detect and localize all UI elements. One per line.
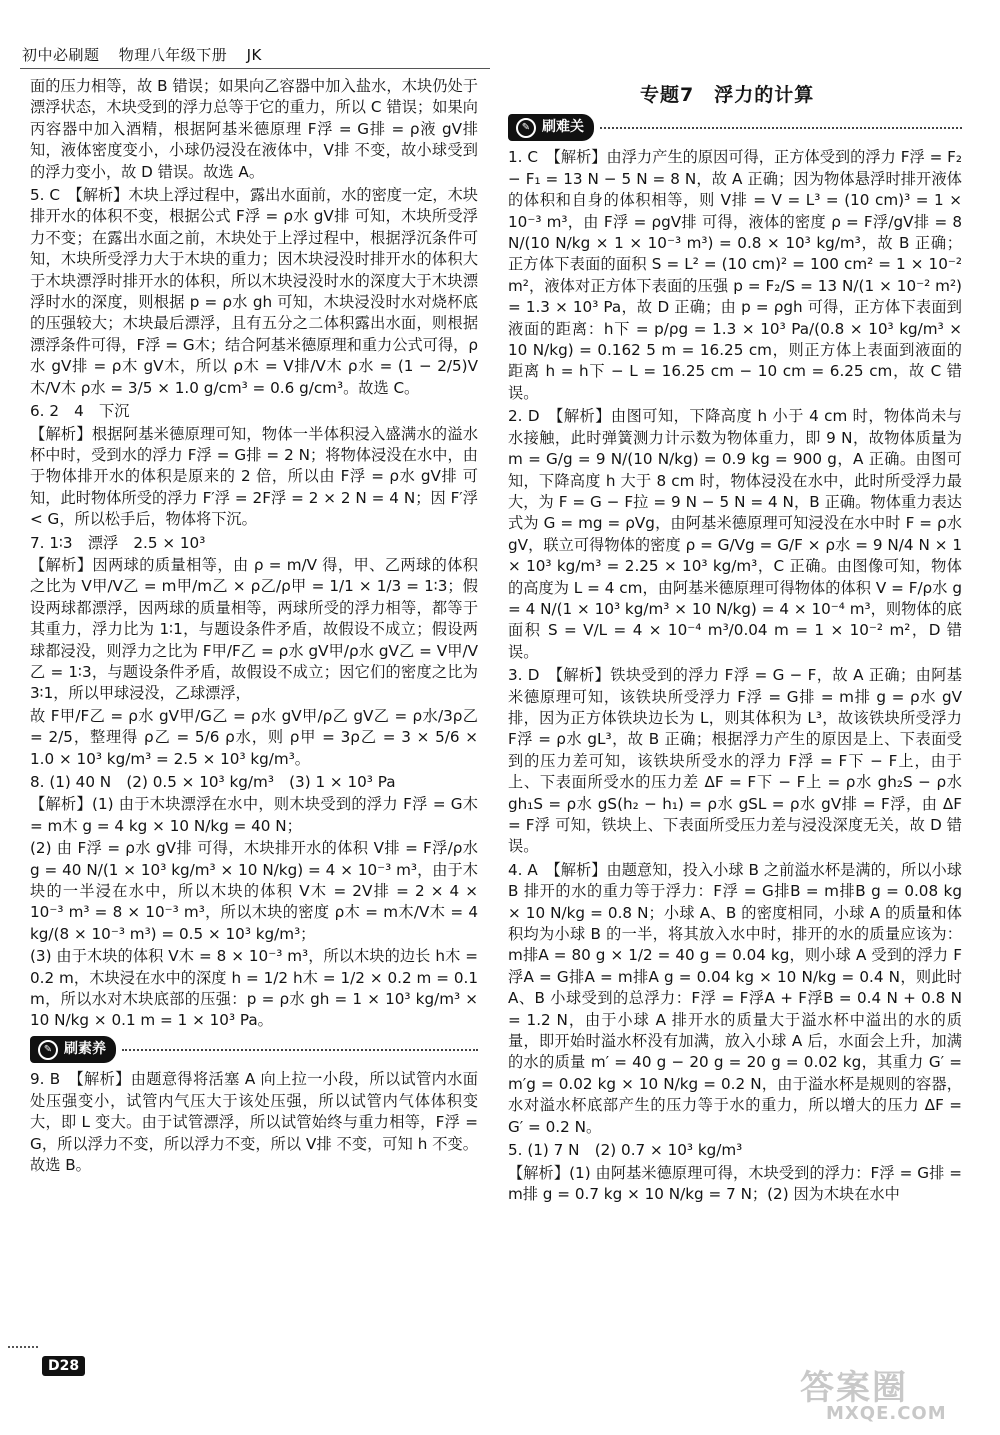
- topic-title: 专题7 浮力的计算: [640, 84, 815, 106]
- banner-literacy: [30, 1036, 478, 1063]
- right-column: [508, 110, 962, 1206]
- answer-r4: 4. A 【解析】由题意知，投入小球 B 之前溢水杯是满的，所以小球 B 排开的水的重力等于浮力：F浮 = G排B = m排B g = 0.08 kg × 10 N/kg = 0.8 N；小球 A、B 的密度相同，小球 A 的质量和体积均为小球 B 的一半，将其放入水中时，排开的水的质量应该为：m排A = 80 g × 1/2 = 40 g = 0.04 kg，则小球 A 受到的浮力 F浮A = G排A = m排A g = 0.04 kg × 10 N/kg = 0.4 N，则此时 A、B 小球受到的总浮力：F浮 = F浮A + F浮B = 0.4 N + 0.8 N = 1.2 N，由于小球 A 排开水的质量大于溢水杯中溢出的水的质量，即开始时溢水杯没有加满，放入小球 A 后，水面会上升，加满的水的质量 m′ = 40 g − 20 g = 20 g = 0.02 kg，其重力 G′ = m′g = 0.02 kg × 10 N/kg = 0.2 N，由于溢水杯是规则的容器，水对溢水杯底部产生的压力等于水的重力，所以增大的压力 ΔF = G′ = 0.2 N。: [508, 860, 962, 1136]
- analysis-8a: 【解析】(1) 由于木块漂浮在水中，则木块受到的浮力 F浮 = G木 = m木 g = 4 kg × 10 N/kg = 40 N；: [30, 795, 478, 835]
- left-column: [30, 76, 478, 1177]
- analysis-8b: (2) 由 F浮 = ρ水 gV排 可得，木块排开水的体积 V排 = F浮/ρ水 g = 40 N/(1 × 10³ kg/m³ × 10 N/kg) = 4 × 10⁻³ m³，由于木块的一半浸在水中，所以木块的体积 V木 = 2V排 = 2 × 4 × 10⁻³ m³ = 8 × 10⁻³ m³，所以木块的密度 ρ木 = m木/V木 = 4 kg/(8 × 10⁻³ m³) = 0.5 × 10³ kg/m³；: [30, 839, 478, 943]
- page-header: [22, 44, 276, 65]
- banner-dots: [600, 127, 962, 129]
- banner-hard: [508, 114, 962, 141]
- edition-label: JK: [246, 46, 262, 64]
- analysis-7b: 故 F甲/F乙 = ρ水 gV甲/G乙 = ρ水 gV甲/ρ乙 gV乙 = ρ水/3ρ乙 = 2/5，整理得 ρ乙 = 5/6 ρ水，则 ρ甲 = 3ρ乙 = 3 × 5/6 × 1.0 × 10³ kg/m³ = 2.5 × 10³ kg/m³。: [30, 706, 478, 768]
- answer-r2: 2. D 【解析】由图可知，下降高度 h 小于 4 cm 时，物体尚未与水接触，此时弹簧测力计示数为物体重力，即 9 N，故物体质量为 m = G/g = 9 N/(10 N/kg) = 0.9 kg = 900 g，A 正确。由图可知，下降高度 h 大于 8 cm 时，物体浸没在水中，此时所受浮力最大，为 F = G − F拉 = 9 N − 5 N = 4 N，B 正确。物体重力表达式为 G = mg = ρVg，由阿基米德原理可知浸没在水中时 F = ρ水 gV，联立可得物体的密度 ρ = G/Vg = G/F × ρ水 = 9 N/4 N × 1 × 10³ kg/m³ = 2.25 × 10³ kg/m³，C 正确。由图像可知，物体的高度为 L = 4 cm，由阿基米德原理可得物体的体积 V = F/ρ水 g = 4 N/(1 × 10³ kg/m³ × 10 N/kg) = 4 × 10⁻⁴ m³，则物体的底面积 S = V/L = 4 × 10⁻⁴ m³/0.04 m = 1 × 10⁻² m²，D 错误。: [508, 407, 962, 661]
- analysis-6: 【解析】根据阿基米德原理可知，物体一半体积浸入盛满水的溢水杯中时，受到水的浮力 F浮 = G排 = 2 N；将物体浸没在水中，由于物体排开水的体积是原来的 2 倍，所以由 F浮 = ρ水 gV排 可知，此时物体所受的浮力 F′浮 = 2F浮 = 2 × 2 N = 4 N；因 F′浮 < G，所以松手后，物体将下沉。: [30, 424, 478, 529]
- banner-hard-label: 刷难关: [542, 119, 584, 135]
- book-name: 初中必刷题: [22, 46, 100, 64]
- answer-6: 6. 2 4 下沉: [30, 402, 130, 421]
- analysis-8c: (3) 由于木块的体积 V木 = 8 × 10⁻³ m³，所以木块的边长 h木 = 0.2 m，木块浸在水中的深度 h = 1/2 h木 = 1/2 × 0.2 m = 0.1 m，所以水对木块底部的压强：p = ρ水 gh = 1 × 10³ kg/m³ × 10 N/kg × 0.1 m = 1 × 10³ Pa。: [30, 947, 478, 1030]
- answer-9: 9. B 【解析】由题意得将活塞 A 向上拉一小段，所以试管内水面处压强变小，试管内气压大于该处压强，所以试管内气体体积变大，即 L 变大。由于试管漂浮，所以试管始终与重力相等，F浮 = G，所以浮力不变，所以浮力不变，所以 V排 不变，可知 h 不变。故选 B。: [30, 1070, 478, 1174]
- brush-icon: ✎: [38, 1040, 58, 1060]
- answer-8: 8. (1) 40 N (2) 0.5 × 10³ kg/m³ (3) 1 × 10³ Pa: [30, 773, 396, 791]
- page-number: D28: [42, 1356, 85, 1376]
- banner-literacy-label: 刷素养: [64, 1040, 106, 1057]
- answer-5: 5. C 【解析】木块上浮过程中，露出水面前，水的密度一定，木块排开水的体积不变，根据公式 F浮 = ρ水 gV排 可知，木块所受浮力不变；在露出水面之前，木块处于上浮过程中，根据浮沉条件可知，木块所受浮力大于木块的重力；因木块浸没时排开水的体积大于木块漂浮时排开水的体积，所以木块浸没时水的深度大于木块漂浮时水的深度，则根据 p = ρ水 gh 可知，木块浸没时水对烧杯底的压强较大；木块最后漂浮，且有五分之二体积露出水面，则根据漂浮条件可得，F浮 = G木；结合阿基米德原理和重力公式可得，ρ水 gV排 = ρ木 gV木，所以 ρ木 = V排/V木 ρ水 = (1 − 2/5)V木/V木 ρ水 = 3/5 × 1.0 g/cm³ = 0.6 g/cm³。故选 C。: [30, 186, 478, 397]
- analysis-r5: 【解析】(1) 由阿基米德原理可得，木块受到的浮力：F浮 = G排 = m排 g = 0.7 kg × 10 N/kg = 7 N；(2) 因为木块在水中: [508, 1163, 962, 1203]
- subject-name: 物理八年级下册: [118, 46, 228, 64]
- page-dots: [8, 1346, 38, 1348]
- watermark: [800, 1360, 947, 1424]
- answer-r5: 5. (1) 7 N (2) 0.7 × 10³ kg/m³: [508, 1141, 743, 1160]
- banner-dots: [122, 1049, 478, 1051]
- answer-7: 7. 1∶3 漂浮 2.5 × 10³: [30, 533, 206, 552]
- header-divider: [20, 68, 490, 69]
- watermark-logo: 答案圈: [800, 1368, 908, 1408]
- analysis-7a: 【解析】因两球的质量相等，由 ρ = m/V 得，甲、乙两球的体积之比为 V甲/V乙 = m甲/m乙 × ρ乙/ρ甲 = 1/1 × 1/3 = 1∶3；假设两球都漂浮，因两球的质量相等，两球所受的浮力相等，都等于其重力，浮力比为 1∶1，与题设条件矛盾，故假设不成立；假设两球都浸没，则浮力之比为 F甲/F乙 = ρ水 gV甲/ρ水 gV乙 = V甲/V乙 = 1∶3，与题设条件矛盾，故假设不成立；因它们的密度之比为 3∶1，所以甲球浸没，乙球漂浮，: [30, 555, 478, 703]
- answer-paragraph: 面的压力相等，故 B 错误；如果向乙容器中加入盐水，木块仍处于漂浮状态，木块受到的浮力总等于它的重力，所以 C 错误；如果向丙容器中加入酒精，根据阿基米德原理 F浮 = G排 = ρ液 gV排 知，液体密度变小，小球仍浸没在液体中，V排 不变，故小球受到的浮力变小，故 D 错误。故选 A。: [30, 77, 478, 181]
- answer-r3: 3. D 【解析】铁块受到的浮力 F浮 = G − F，故 A 正确；由阿基米德原理可知，该铁块所受浮力 F浮 = G排 = m排 g = ρ水 gV排，因为正方体铁块边长为 L，则其体积为 L³，故该铁块所受浮力 F浮 = ρ水 gL³，故 B 正确；根据浮力产生的原因是上、下表面受到的压力差可知，该铁块所受水的浮力 F浮 = F下 − F上，由于上、下表面所受水的压力差 ΔF = F下 − F上 = ρ水 gh₂S − ρ水 gh₁S = ρ水 gS(h₂ − h₁) = ρ水 gSL = ρ水 gV排 = F浮，由 ΔF = F浮 可知，铁块上、下表面所受压力差与浸没深度无关，故 D 错误。: [508, 666, 962, 856]
- brush-icon: ✎: [516, 118, 536, 138]
- answer-r1: 1. C 【解析】由浮力产生的原因可得，正方体受到的浮力 F浮 = F₂ − F₁ = 13 N − 5 N = 8 N，故 A 正确；因为物体悬浮时排开液体的体积和自身的体积相等，则 V排 = V = L³ = (10 cm)³ = 1 × 10⁻³ m³，由 F浮 = ρgV排 可得，液体的密度 ρ = F浮/gV排 = 8 N/(10 N/kg × 1 × 10⁻³ m³) = 0.8 × 10³ kg/m³，故 B 正确；正方体下表面的面积 S = L² = (10 cm)² = 100 cm² = 1 × 10⁻² m²，液体对正方体下表面的压强 p = F₂/S = 13 N/(1 × 10⁻² m²) = 1.3 × 10³ Pa，故 D 正确；由 p = ρgh 可得，正方体下表面到液面的距离：h下 = p/ρg = 1.3 × 10³ Pa/(0.8 × 10³ kg/m³ × 10 N/kg) = 0.162 5 m = 16.25 cm，则正方体上表面到液面的距离 h = h下 − L = 16.25 cm − 10 cm = 6.25 cm，故 C 错误。: [508, 148, 962, 402]
- watermark-url: MXQE.COM: [826, 1403, 947, 1424]
